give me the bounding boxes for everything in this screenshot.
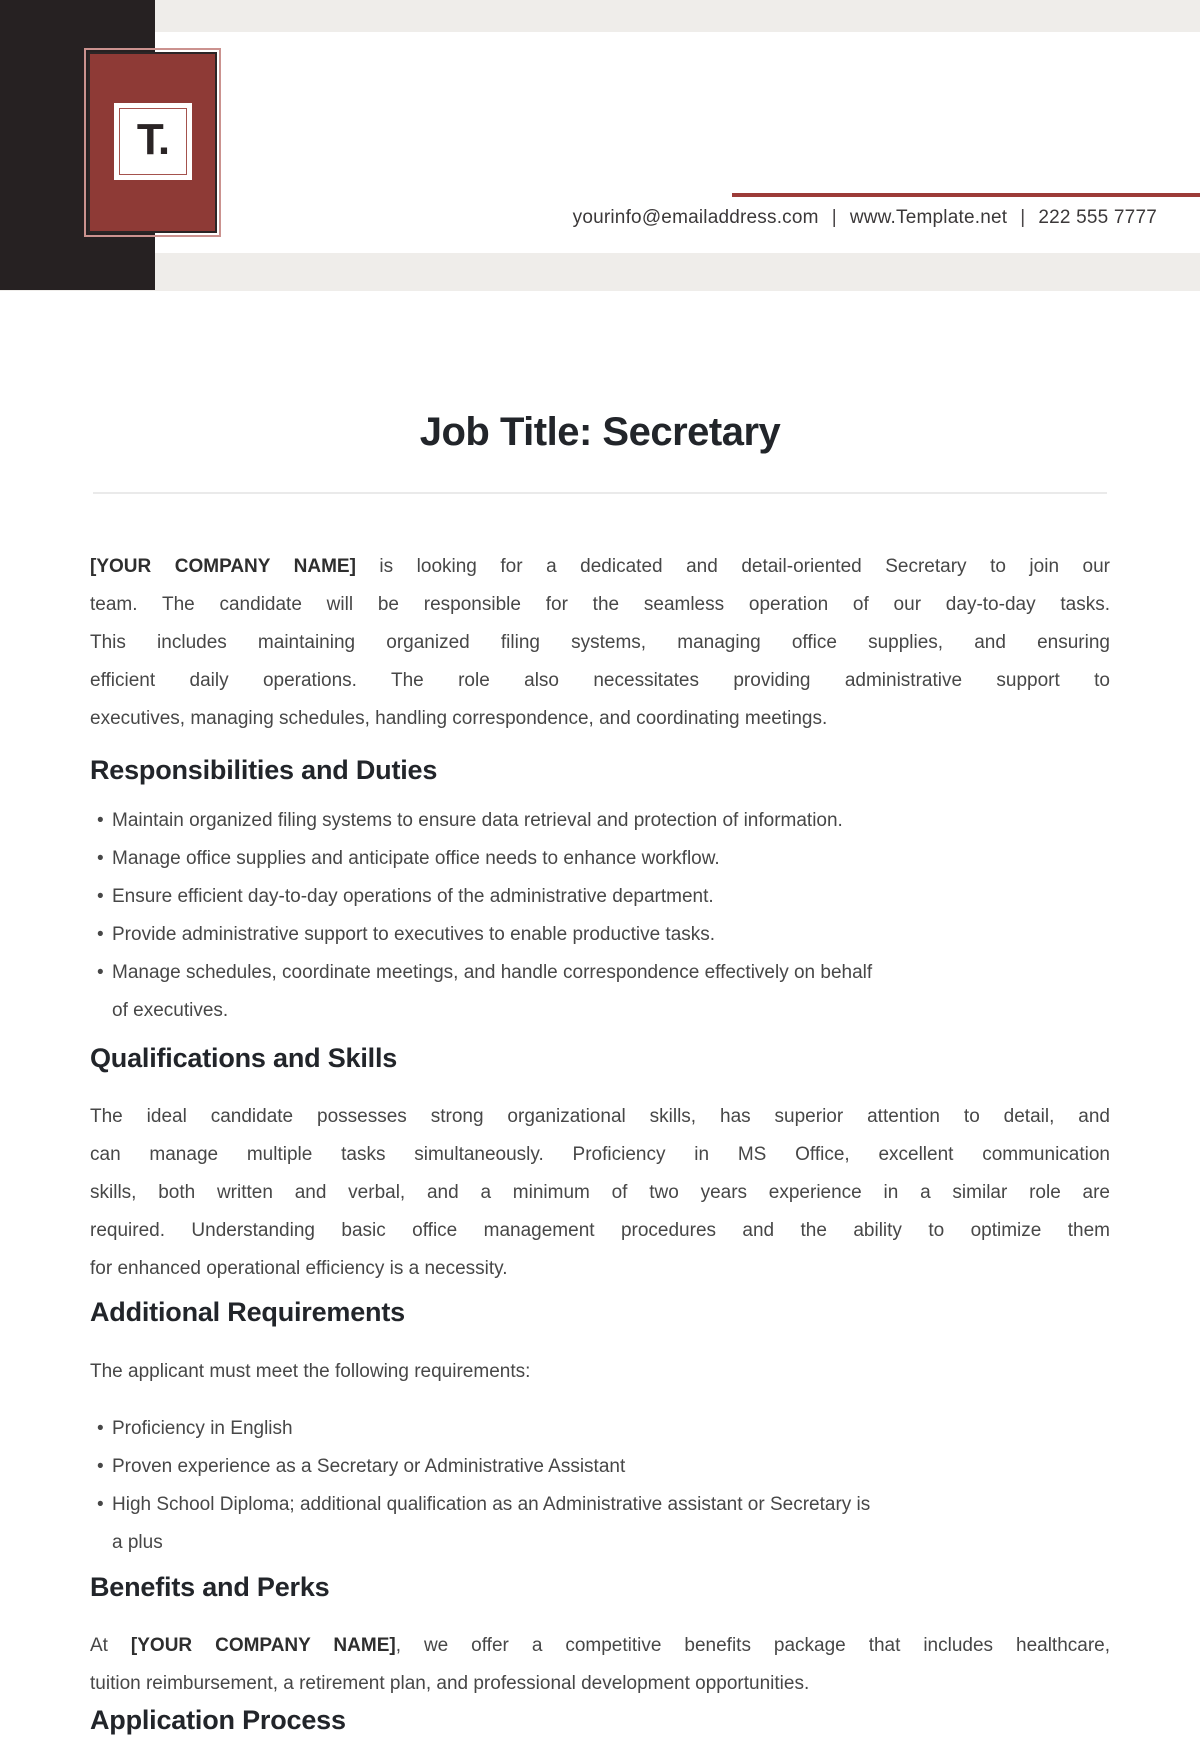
intro-line: efficient daily operations. The role also necessitates providing administrative support to [90,670,1110,691]
contact-phone: 222 555 7777 [1038,207,1157,228]
qualifications-line: required. Understanding basic office management procedures and the ability to optimize them [90,1220,1110,1241]
list-item: • Proven experience as a Secretary or Administrative Assistant [90,1448,1110,1486]
page-title: Job Title: Secretary [419,410,781,454]
contact-separator: | [831,207,837,228]
list-item: • Maintain organized filing systems to ensure data retrieval and protection of information. [90,802,1110,840]
list-item: • Provide administrative support to executives to enable productive tasks. [90,916,1110,954]
intro-line: [YOUR COMPANY NAME] is looking for a dedicated and detail-oriented Secretary to join our [90,556,1110,577]
intro-line: executives, managing schedules, handling correspondence, and coordinating meetings. [90,708,828,729]
contact-website: www.Template.net [849,207,1008,228]
intro-line: This includes maintaining organized filing systems, managing office supplies, and ensuring [90,632,1110,653]
list-item: • Proficiency in English [90,1410,1110,1448]
section-heading-qualifications: Qualifications and Skills [90,1043,398,1073]
company-name-placeholder: [YOUR COMPANY NAME] [90,556,356,577]
intro-line: team. The candidate will be responsible for the seamless operation of our day-to-day tasks. [90,594,1110,615]
section-heading-benefits: Benefits and Perks [90,1572,330,1602]
benefits-line: At [YOUR COMPANY NAME], we offer a competitive benefits package that includes healthcare, [90,1635,1111,1656]
responsibilities-list [90,802,1110,1030]
list-item: • High School Diploma; additional qualification as an Administrative assistant or Secretary is a plus [90,1486,1110,1562]
section-heading-application-process: Application Process [90,1705,346,1735]
additional-requirements-intro: The applicant must meet the following requirements: [90,1361,531,1382]
list-item: • Ensure efficient day-to-day operations of the administrative department. [90,878,1110,916]
intro-paragraph [90,548,1110,738]
title-divider [93,492,1107,494]
benefits-paragraph [90,1627,1110,1703]
additional-requirements-list [90,1410,1110,1562]
qualifications-line: for enhanced operational efficiency is a necessity. [90,1258,508,1279]
company-name-placeholder: [YOUR COMPANY NAME] [130,1635,396,1656]
qualifications-line: skills, both written and verbal, and a minimum of two years experience in a similar role are [90,1182,1110,1203]
section-heading-responsibilities: Responsibilities and Duties [90,755,438,785]
contact-separator: | [1020,207,1026,228]
list-item: • Manage schedules, coordinate meetings, and handle correspondence effectively on behalf of executives. [90,954,1110,1030]
section-heading-additional-requirements: Additional Requirements [90,1297,405,1327]
qualifications-line: can manage multiple tasks simultaneously. Proficiency in MS Office, excellent communication [90,1144,1110,1165]
contact-email: yourinfo@emailaddress.com [572,207,819,228]
document-body [90,0,1110,1737]
benefits-line: tuition reimbursement, a retirement plan, and professional development opportunities. [90,1673,810,1694]
logo-letter: T. [136,114,170,164]
list-item: • Manage office supplies and anticipate office needs to enhance workflow. [90,840,1110,878]
qualifications-paragraph [90,1098,1110,1288]
qualifications-line: The ideal candidate possesses strong organizational skills, has superior attention to detail, and [90,1106,1110,1127]
